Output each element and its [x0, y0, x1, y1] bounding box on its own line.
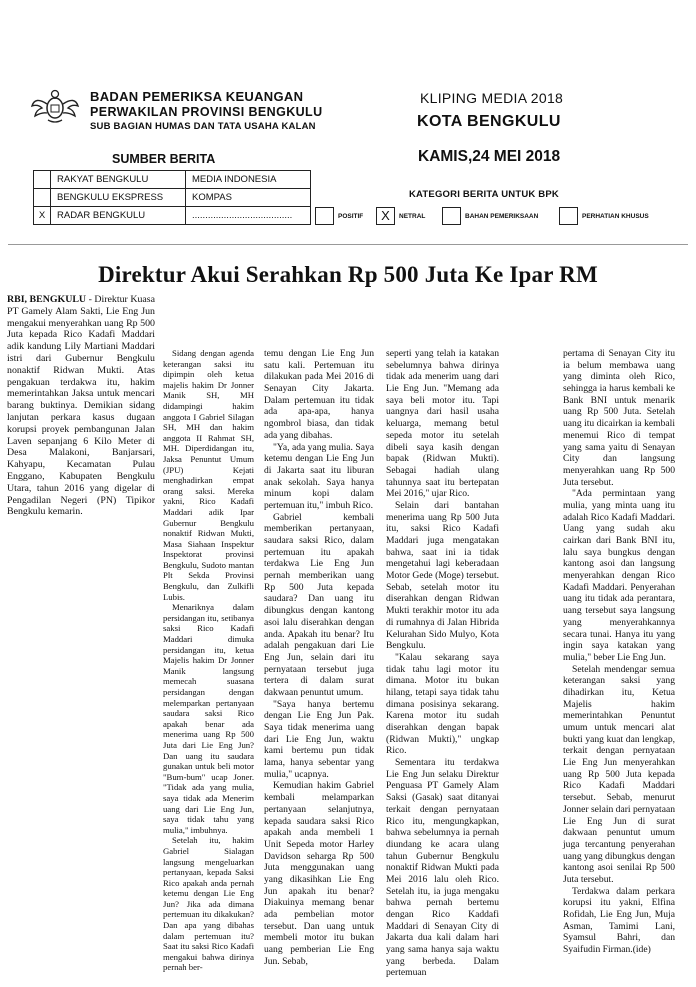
article-column-4 [563, 348, 675, 956]
source-alt-name: KOMPAS [186, 189, 311, 207]
category-checkbox[interactable] [315, 207, 334, 225]
paragraph: Selain dari bantahan menerima uang Rp 500 Juta itu, saksi Rico Kadafi Maddari juga mengatakan bahwa, saat ini ia tidak mengetahui lagi keberadaan Motor Gede (Moge) tersebut. Sebab, setelah motor itu diserahkan dengan Ridwan Mukti terakhir motor itu ada di rumahnya di Jalan Hibrida Kelurahan Sido Mulyo, Kota Bengkulu. [386, 499, 499, 652]
garuda-emblem-icon [30, 86, 80, 126]
paragraph: pertama di Senayan City itu ia belum membawa uang yang diminta oleh Rico, sehingga ia harus kembali ke Bank BNI untuk menarik uang Rp 500 Juta. Setelah uang itu dicairkan ia kembali menemui Rico di tempat yang sama yaitu di Senayan City dan langsung menyerahkan uang Rp 500 Juta tersebut. [563, 348, 675, 488]
paragraph: Menariknya dalam persidangan itu, setibanya saksi Rico Kadafi Maddari dimuka persidangan itu, ketua Majelis hakim Dr Jonner Manik langsung memecah suasana persidangan dengan melemparkan pertanyaan saudara saksi Rico apakah benar ada menerima uang Rp 500 Juta dari Lie Eng Jun? Dan uang itu saudara gunakan untuk beli motor "Bum-bum" ucap Joner. "Tidak ada yang mulia, saya tidak ada Menerim uang dari Lie Eng Jun, saya tidak tahu yang mulia," imbuhnya. [163, 602, 254, 835]
category-name: NETRAL [399, 212, 426, 220]
category-checkbox[interactable] [442, 207, 461, 225]
header-divider [8, 244, 688, 245]
category-label: KATEGORI BERITA UNTUK BPK [409, 189, 559, 200]
lead-text: - Direktur Kuasa PT Gamely Alam Sakti, Lie Eng Jun mengakui menyerahkan uang Rp 500 Juta kepada Rico Kadafi Maddari adik kandung Lily Martiani Maddari istri dari Gubernur Bengkulu nonaktif Ridwan Mukti. Atas pengakuan terdakwa itu, hakim memerintahkan Jaksa untuk mencari barang buktinya. Demikian sidang lanjutan perkara kasus dugaan korupsi proyek pembangunan Jalan Laven sepanjang 6 Kilo Meter di Desa Malakoni, Banjarsari, Kahyapu, Kecamatan Pulau Enggano, Kabupaten Bengkulu Utara, tahun 2016 yang digelar di Pengadilan Negeri (PN) Tipikor Bengkulu kemarin. [7, 294, 156, 518]
category-positif[interactable] [315, 207, 363, 225]
paragraph: Setelah itu, hakim Gabriel Sialagan langsung mengeluarkan pertanyaan, kepada Saksi Rico apakah anda pernah ketemu dengan Lie Eng Jun? Jika ada dimana pertemuan itu dikakukan? Dan apa yang dibahas dalam pertemuan itu? Saat itu saksi Rico Kadafi mengakui bahwa dirinya pernah ber- [163, 835, 254, 973]
city-label: KOTA BENGKULU [417, 113, 561, 130]
source-row [34, 171, 311, 189]
article-column-1 [163, 348, 254, 973]
category-perhatian-khusus[interactable] [559, 207, 649, 225]
category-checkbox[interactable] [559, 207, 578, 225]
dateline: RBI, BENGKULU [7, 294, 87, 305]
kliping-label: KLIPING MEDIA 2018 [420, 90, 564, 106]
source-table [33, 170, 311, 225]
source-checkbox[interactable] [34, 189, 51, 207]
category-name: PERHATIAN KHUSUS [582, 212, 649, 220]
paragraph: "Kalau sekarang saya tidak tahu lagi motor itu dimana. Motor itu bukan hilang, tetapi saya tidak tahu dimana posisinya sekarang. Karena motor itu sudah diserahkan dengan bapak (Ridwan Mukti)," ungkap Rico. [386, 651, 499, 757]
paragraph: "Ya, ada yang mulia. Saya ketemu dengan Lie Eng Jun di Jakarta saat itu liburan anak sekolah. Saya hanya minum kopi dalam pertemuan itu," imbuh Rico. [264, 441, 374, 511]
paragraph: "Ada permintaan yang mulia, yang minta uang itu adalah Rico Kadafi Maddari. Uang yang sudah aku cairkan dari Bank BNI itu, lalu saya bungkus dengan kantong asoi dan langsung menyerahkan dengan Rico Kadafi Maddari. Penyerahan uang itu tidak ada perantara, uang tersebut saya langsung yang menyerahkannya secara tunai. Hanya itu yang ingin saya katakan yang mulia," beber Lie Eng Jun. [563, 488, 675, 663]
category-bahan-pemeriksaan[interactable] [442, 207, 538, 225]
source-checkbox[interactable]: X [34, 207, 51, 225]
paragraph: Sementara itu terdakwa Lie Eng Jun selaku Direktur Penguasa PT Gamely Alam Saksi (Gasak) saat ditanyai terkait dengan pernyataan Rico itu, mengungkapkan, bahwa sebelumnya ia pernah diundang ke acara ulang tahun Gubernur Bengkulu nonaktif Ridwan Mukti pada Mei 2016 lalu oleh Rico. Setelah itu, ia juga mengaku bahwa pernah bertemu dengan Rico Kaddafi Maddari di Senayan City di Jakarta dua kali dalam hari yang sama hanya saja waktu yang berbeda. Dalam pertemuan [386, 757, 499, 979]
paragraph: Terdakwa dalam perkara korupsi itu yakni, Elfina Rofidah, Lie Eng Jun, Muja Asman, Tamimi Lani, Syamsul Bahri, dan Syaifudin Firman.(ide) [563, 885, 675, 956]
source-label: SUMBER BERITA [112, 152, 216, 166]
source-name: RAKYAT BENGKULU [51, 171, 186, 189]
paragraph: Sidang dengan agenda keterangan saksi itu dipimpin oleh ketua majelis hakim Dr Jonner Manik SH, MH didampingi hakim anggota I Gabriel Silagan SH, MH dan hakim anggota II Rahmat SH, MH. Diperdidangan itu, Jaksa Penuntut Umum (JPU) Kejati menghadirkan empat orang saksi. Mereka yakni, Rico Kadafi Maddari adik Ipar Gubernur Bengkulu nonaktif Ridwan Mukti, Masa Siahaan Inspektur Inspektorat provinsi Bengkulu, Sudoto mantan Plt Sekda Provinsi Bengkulu, dan Zulkifli Lubis. [163, 348, 254, 602]
category-checkbox[interactable]: X [376, 207, 395, 225]
category-name: BAHAN PEMERIKSAAN [465, 212, 539, 220]
article-column-2 [264, 348, 374, 967]
source-alt-name: MEDIA INDONESIA [186, 171, 311, 189]
paragraph: "Saya hanya bertemu dengan Lie Eng Jun Pak. Saya tidak menerima uang dari Lie Eng Jun, waktu kami bertemu pun tidak lama, hanya sebentar yang mulia," ucapnya. [264, 698, 374, 780]
paragraph: Gabriel kembali memberikan pertanyaan, saudara saksi Rico, dalam pertemuan itu apakah terdakwa Lie Eng Jun pernah memberikan uang Rp 500 Juta kepada saudara? Dan uang itu dibungkus dengan kantong asoi lalu diserahkan dengan anda. Apakah itu benar? Itu adalah pengakuan dari Lie Eng Jun, selain dari itu pernyataan tersebut juga tertera di dalam surat dakwaan penuntut umum. [264, 511, 374, 698]
source-alt-name: ...................................... [186, 207, 311, 225]
org-office: PERWAKILAN PROVINSI BENGKULU [90, 105, 323, 119]
category-name: POSITIF [338, 212, 364, 220]
source-name: RADAR BENGKULU [51, 207, 186, 225]
date-label: KAMIS,24 MEI 2018 [418, 148, 561, 165]
source-checkbox[interactable] [34, 171, 51, 189]
paragraph: seperti yang telah ia katakan sebelumnya bahwa dirinya tidak ada menerim uang dari Lie Eng Jun. "Memang ada saya beli motor itu. Tapi uangnya dari hasil usaha keluarga, memang betul sepeda motor itu setelah dibeli saya kasih dengan bapak (Ridwan Mukti). Sebagai hadiah ulang tahunnya saat itu bertepatan Mei 2016," ujar Rico. [386, 348, 499, 500]
paragraph: Kemudian hakim Gabriel kembali melamparkan pertanyaan selanjutnya, kepada saudara saksi Rico apakah anda membeli 1 Unit Sepeda motor Harley Davidson seharga Rp 500 Juta menggunakan uang yang dikasihkan Lie Eng Jun apakah itu benar? Diakuinya memang benar ada pembelian motor tersebut. Dan uang untuk membeli motor itu bukan uang pemberian Lie Eng Jun. Sebab, [264, 780, 374, 967]
article-column-3 [386, 348, 499, 979]
source-name: BENGKULU EKSPRESS [51, 189, 186, 207]
paragraph: Setelah mendengar semua keterangan saksi yang dihadirkan itu, Ketua Majelis hakim memerintahkan Penuntut umum untuk mencari alat bukti yang kuat dan lengkap, terkait dengan pernyataan Lie Eng Jun menyerahkan uang Rp 500 Juta kepada Rico Kadafi Maddari tersebut. Sebab, menurut Jonner selain dari pernyataan Lie Eng Jun di surat dakwaan penuntut umum juga tercantung penyerahan uang yang dibungkus dengan kantong asoi senilai Rp 500 Juta tersebut. [563, 663, 675, 885]
org-name: BADAN PEMERIKSA KEUANGAN [90, 89, 304, 104]
article-title: Direktur Akui Serahkan Rp 500 Juta Ke Ipar RM [98, 262, 598, 287]
source-row [34, 207, 311, 225]
category-netral[interactable] [376, 207, 425, 225]
org-subdivision: SUB BAGIAN HUMAS DAN TATA USAHA KALAN [90, 121, 316, 132]
clipping-header [0, 0, 696, 245]
source-row [34, 189, 311, 207]
paragraph: temu dengan Lie Eng Jun satu kali. Pertemuan itu dilakukan pada Mei 2016 di Senayan City Jakarta. Dalam pertemuan itu tidak ada apa-apa, hanya ngombrol biasa, dan tidak ada yang dibahas. [264, 348, 374, 441]
article-lead [7, 294, 155, 518]
